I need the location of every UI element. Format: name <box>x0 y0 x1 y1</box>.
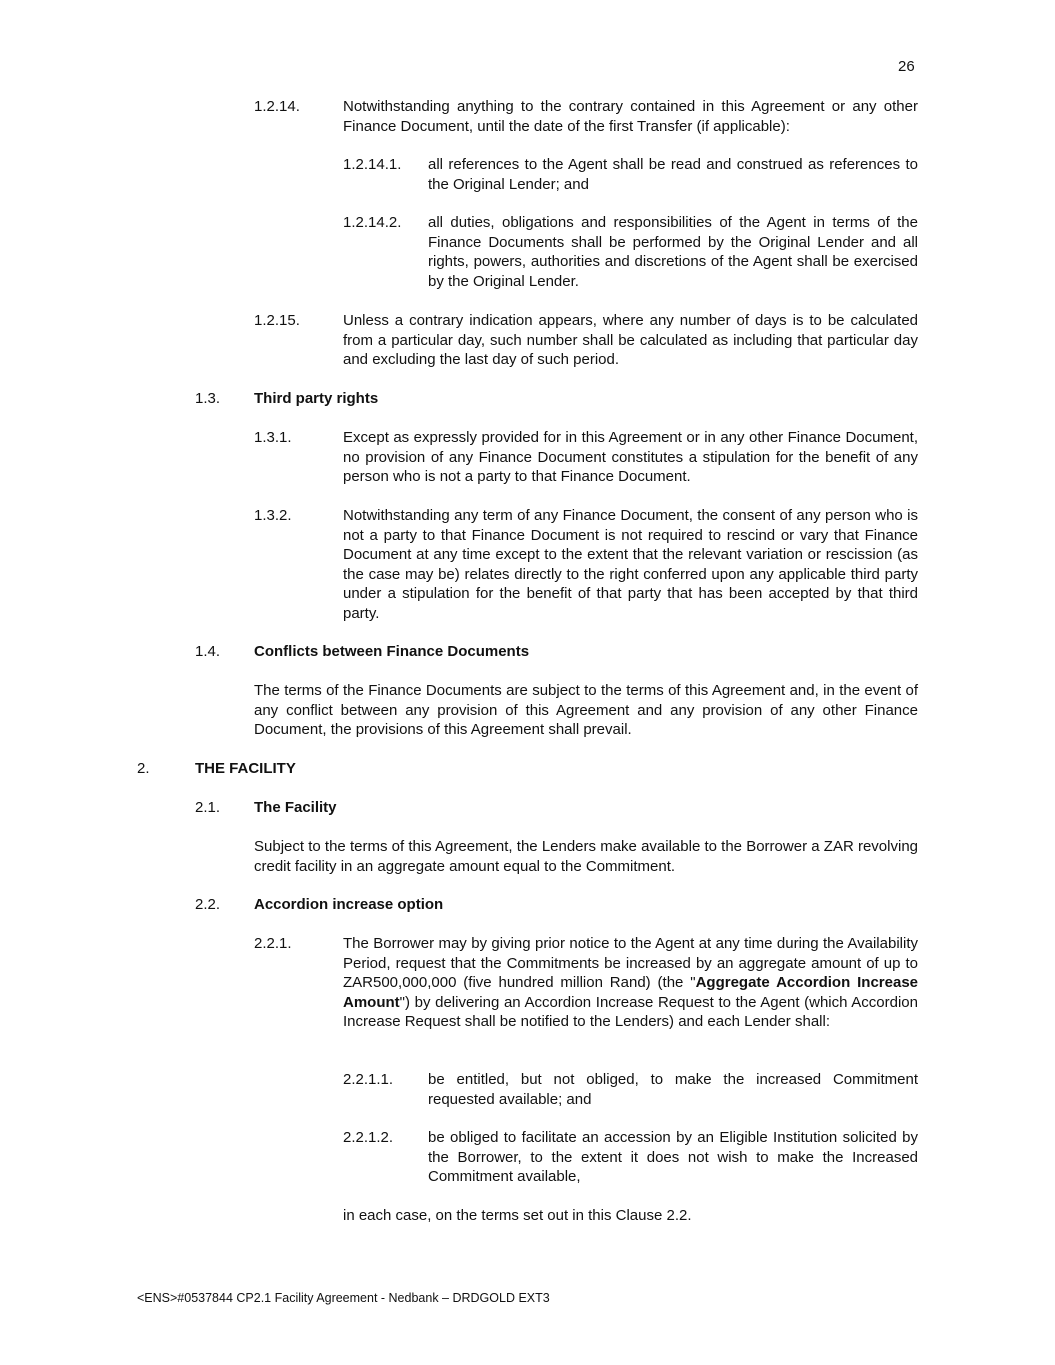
clause-text: all references to the Agent shall be read and construed as references to the Original Lender; and <box>428 156 918 193</box>
clause-number: 1.2.15. <box>254 312 300 329</box>
clause-number: 1.3. <box>195 390 221 407</box>
defined-term: Aggregate Accordion Increase Amount <box>343 974 918 1011</box>
clause-number: 2.1. <box>195 799 221 816</box>
clause-text-end: ") by delivering an Accordion Increase Request to the Agent (which Accordion Increase Request shall be notified to the Lenders) and each Lender shall: <box>343 993 918 1030</box>
clause-text: Notwithstanding any term of any Finance Document, the consent of any person who is not a party to that Finance Document is not required to rescind or vary that Finance Document at any time except to the extent that the relevant variation or rescission (as the case may be) relates directly to the right conferred upon any applicable third party under a stipulation for the benefit of that party that has been accepted by that third party. <box>343 507 918 622</box>
clause-number: 1.2.14. <box>254 98 300 115</box>
clause-1-4-text: The terms of the Finance Documents are subject to the terms of this Agreement and, in the event of any conflict between any provision of this Agreement and any provision of any other Finance Document, the provisions of this Agreement shall prevail. <box>254 682 918 738</box>
clause-text-start: The Borrower may by giving prior notice to the Agent at any time during the Availability Period, request that the Commitments be increased by an aggregate amount of up to ZAR500,000,000 (five hundred million Rand) (the " <box>343 935 918 991</box>
clause-text: Except as expressly provided for in this Agreement or in any other Finance Document, no provision of any Finance Document constitutes a stipulation for the benefit of any person who is not a party to that Finance Document. <box>343 429 918 485</box>
closing-text: in each case, on the terms set out in this Clause 2.2. <box>343 1207 692 1224</box>
clause-text <box>343 934 918 1032</box>
clause-heading: Conflicts between Finance Documents <box>254 643 530 660</box>
clause-number: 2.2.1. <box>254 935 292 952</box>
clause-heading: Accordion increase option <box>254 896 444 913</box>
clause-number: 2. <box>137 760 150 777</box>
clause-number: 1.3.2. <box>254 507 292 524</box>
clause-text: be obliged to facilitate an accession by an Eligible Institution solicited by the Borrower, to the extent it does not wish to make the Increased Commitment available, <box>428 1129 918 1185</box>
clause-number: 1.2.14.1. <box>343 156 402 173</box>
clause-number: 1.2.14.2. <box>343 214 402 231</box>
clause-number: 1.3.1. <box>254 429 292 446</box>
clause-number: 2.2. <box>195 896 221 913</box>
clause-text: Unless a contrary indication appears, where any number of days is to be calculated from a particular day, such number shall be calculated as including that particular day and excluding the last day of such period. <box>343 312 918 368</box>
clause-text: be entitled, but not obliged, to make the increased Commitment requested available; and <box>428 1071 918 1108</box>
clause-heading: Third party rights <box>254 390 379 407</box>
clause-number: 2.2.1.2. <box>343 1129 394 1146</box>
page-number: 26 <box>898 58 915 75</box>
clause-text: Notwithstanding anything to the contrary contained in this Agreement or any other Finance Document, until the date of the first Transfer (if applicable): <box>343 98 918 135</box>
clause-number: 1.4. <box>195 643 221 660</box>
clause-text: all duties, obligations and responsibilities of the Agent in terms of the Finance Documents shall be performed by the Original Lender and all rights, powers, authorities and discretions of the Agent shall be exercised by the Original Lender. <box>428 214 918 290</box>
clause-2-1-text: Subject to the terms of this Agreement, the Lenders make available to the Borrower a ZAR revolving credit facility in an aggregate amount equal to the Commitment. <box>254 838 918 875</box>
clause-heading: THE FACILITY <box>195 760 296 777</box>
footer: <ENS>#0537844 CP2.1 Facility Agreement - Nedbank – DRDGOLD EXT3 <box>137 1291 550 1305</box>
clause-heading: The Facility <box>254 799 337 816</box>
clause-number: 2.2.1.1. <box>343 1071 394 1088</box>
